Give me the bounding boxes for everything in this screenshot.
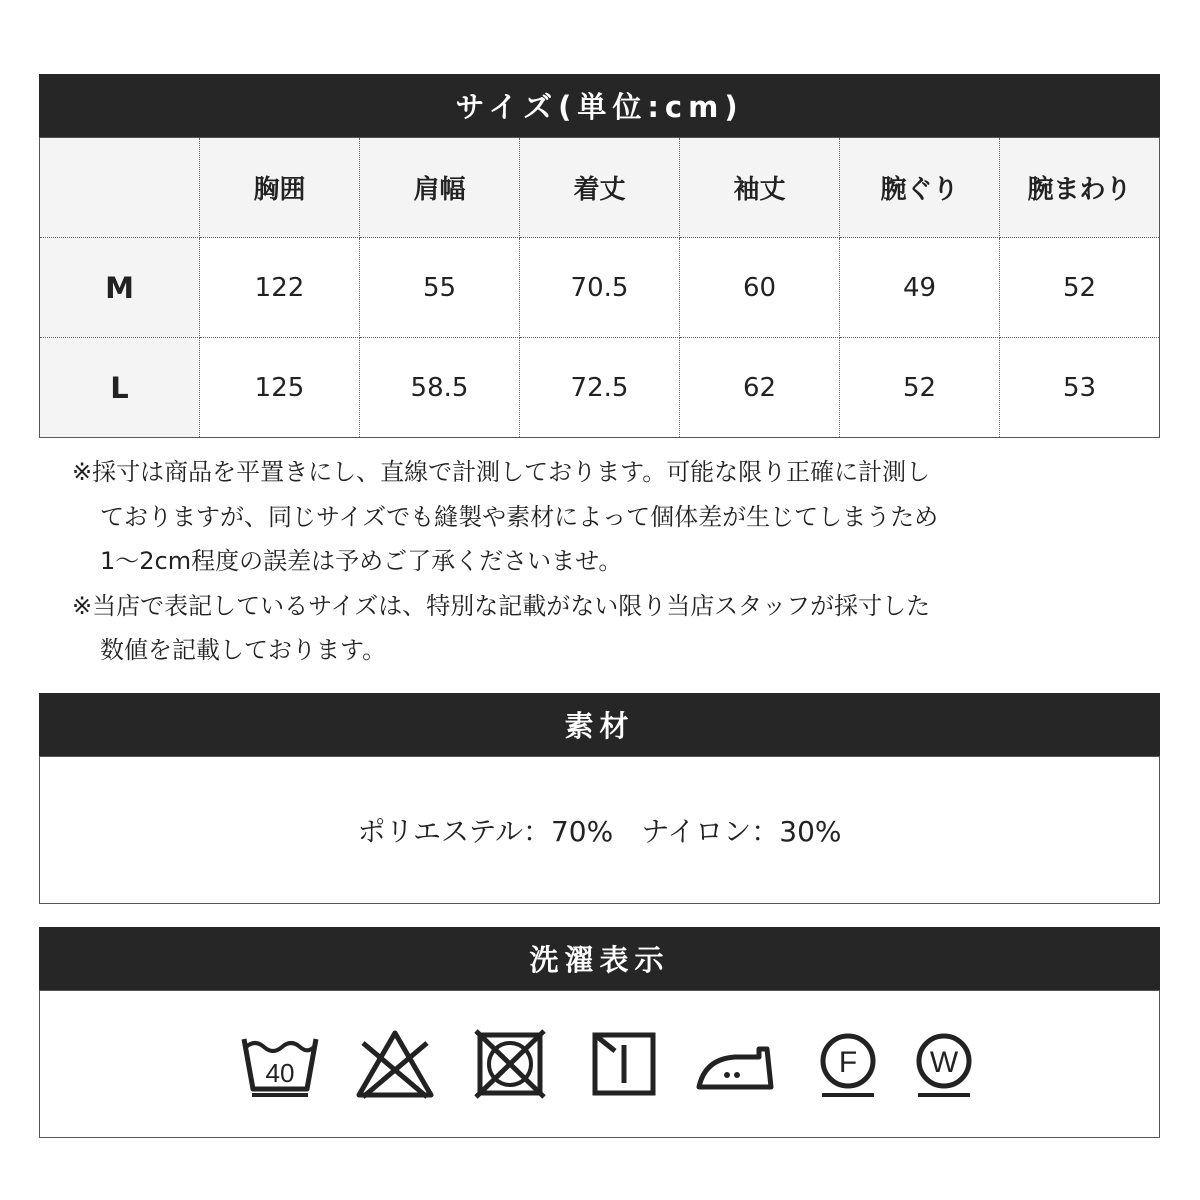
- table-header-cell: 着丈: [520, 138, 680, 238]
- note-line: ※採寸は商品を平置きにし、直線で計測しております。可能な限り正確に計測し: [72, 458, 931, 486]
- dry-clean-label: F: [838, 1046, 858, 1079]
- material-title-text: 素材: [564, 709, 635, 743]
- no-bleach-icon: [355, 1029, 435, 1099]
- table-cell: 52: [840, 338, 1000, 438]
- material-section-title: [39, 693, 1160, 756]
- table-cell: 60: [680, 238, 840, 338]
- size-notes: [72, 450, 1072, 673]
- table-cell: 55: [360, 238, 520, 338]
- material-box: [39, 756, 1160, 904]
- material-text: ポリエステル：70% ナイロン：30%: [357, 815, 842, 848]
- table-row: [40, 238, 1160, 338]
- table-header-cell: [40, 138, 200, 238]
- table-header-cell: 腕まわり: [1000, 138, 1160, 238]
- size-table: [39, 137, 1160, 438]
- no-tumble-dry-icon: [470, 1029, 550, 1099]
- washing-title-text: 洗濯表示: [529, 943, 670, 977]
- line-dry-icon: [585, 1029, 665, 1099]
- table-cell: 52: [1000, 238, 1160, 338]
- table-header-cell: 肩幅: [360, 138, 520, 238]
- wash-40-icon: [240, 1029, 320, 1099]
- table-cell: 58.5: [360, 338, 520, 438]
- washing-section-title: [39, 927, 1160, 990]
- table-cell: 125: [200, 338, 360, 438]
- table-header-cell: 袖丈: [680, 138, 840, 238]
- table-cell: 122: [200, 238, 360, 338]
- table-header-cell: 腕ぐり: [840, 138, 1000, 238]
- dry-clean-f-icon: [808, 1029, 888, 1099]
- table-cell: 53: [1000, 338, 1160, 438]
- note-line: ておりますが、同じサイズでも縫製や素材によって個体差が生じてしまうため: [100, 502, 939, 531]
- table-header-cell: 胸囲: [200, 138, 360, 238]
- care-icons: [40, 991, 1159, 1137]
- size-label: L: [40, 338, 200, 438]
- table-cell: 70.5: [520, 238, 680, 338]
- washing-box: [39, 990, 1160, 1138]
- note-line: 数値を記載しております。: [100, 636, 387, 664]
- table-cell: 62: [680, 338, 840, 438]
- size-label: M: [40, 238, 200, 338]
- note-line: 1〜2cm程度の誤差は予めご了承くださいませ。: [100, 547, 623, 575]
- table-cell: 49: [840, 238, 1000, 338]
- iron-low-icon: [695, 1029, 775, 1099]
- wet-clean-label: W: [929, 1046, 959, 1079]
- size-title-text: サイズ(単位:cm): [455, 90, 744, 124]
- size-section-title: [39, 74, 1160, 137]
- table-header-row: [40, 138, 1160, 238]
- table-row: [40, 338, 1160, 438]
- wash-temp-label: 40: [265, 1058, 295, 1088]
- note-line: ※当店で表記しているサイズは、特別な記載がない限り当店スタッフが採寸した: [72, 591, 931, 620]
- table-cell: 72.5: [520, 338, 680, 438]
- wet-clean-w-icon: [904, 1029, 984, 1099]
